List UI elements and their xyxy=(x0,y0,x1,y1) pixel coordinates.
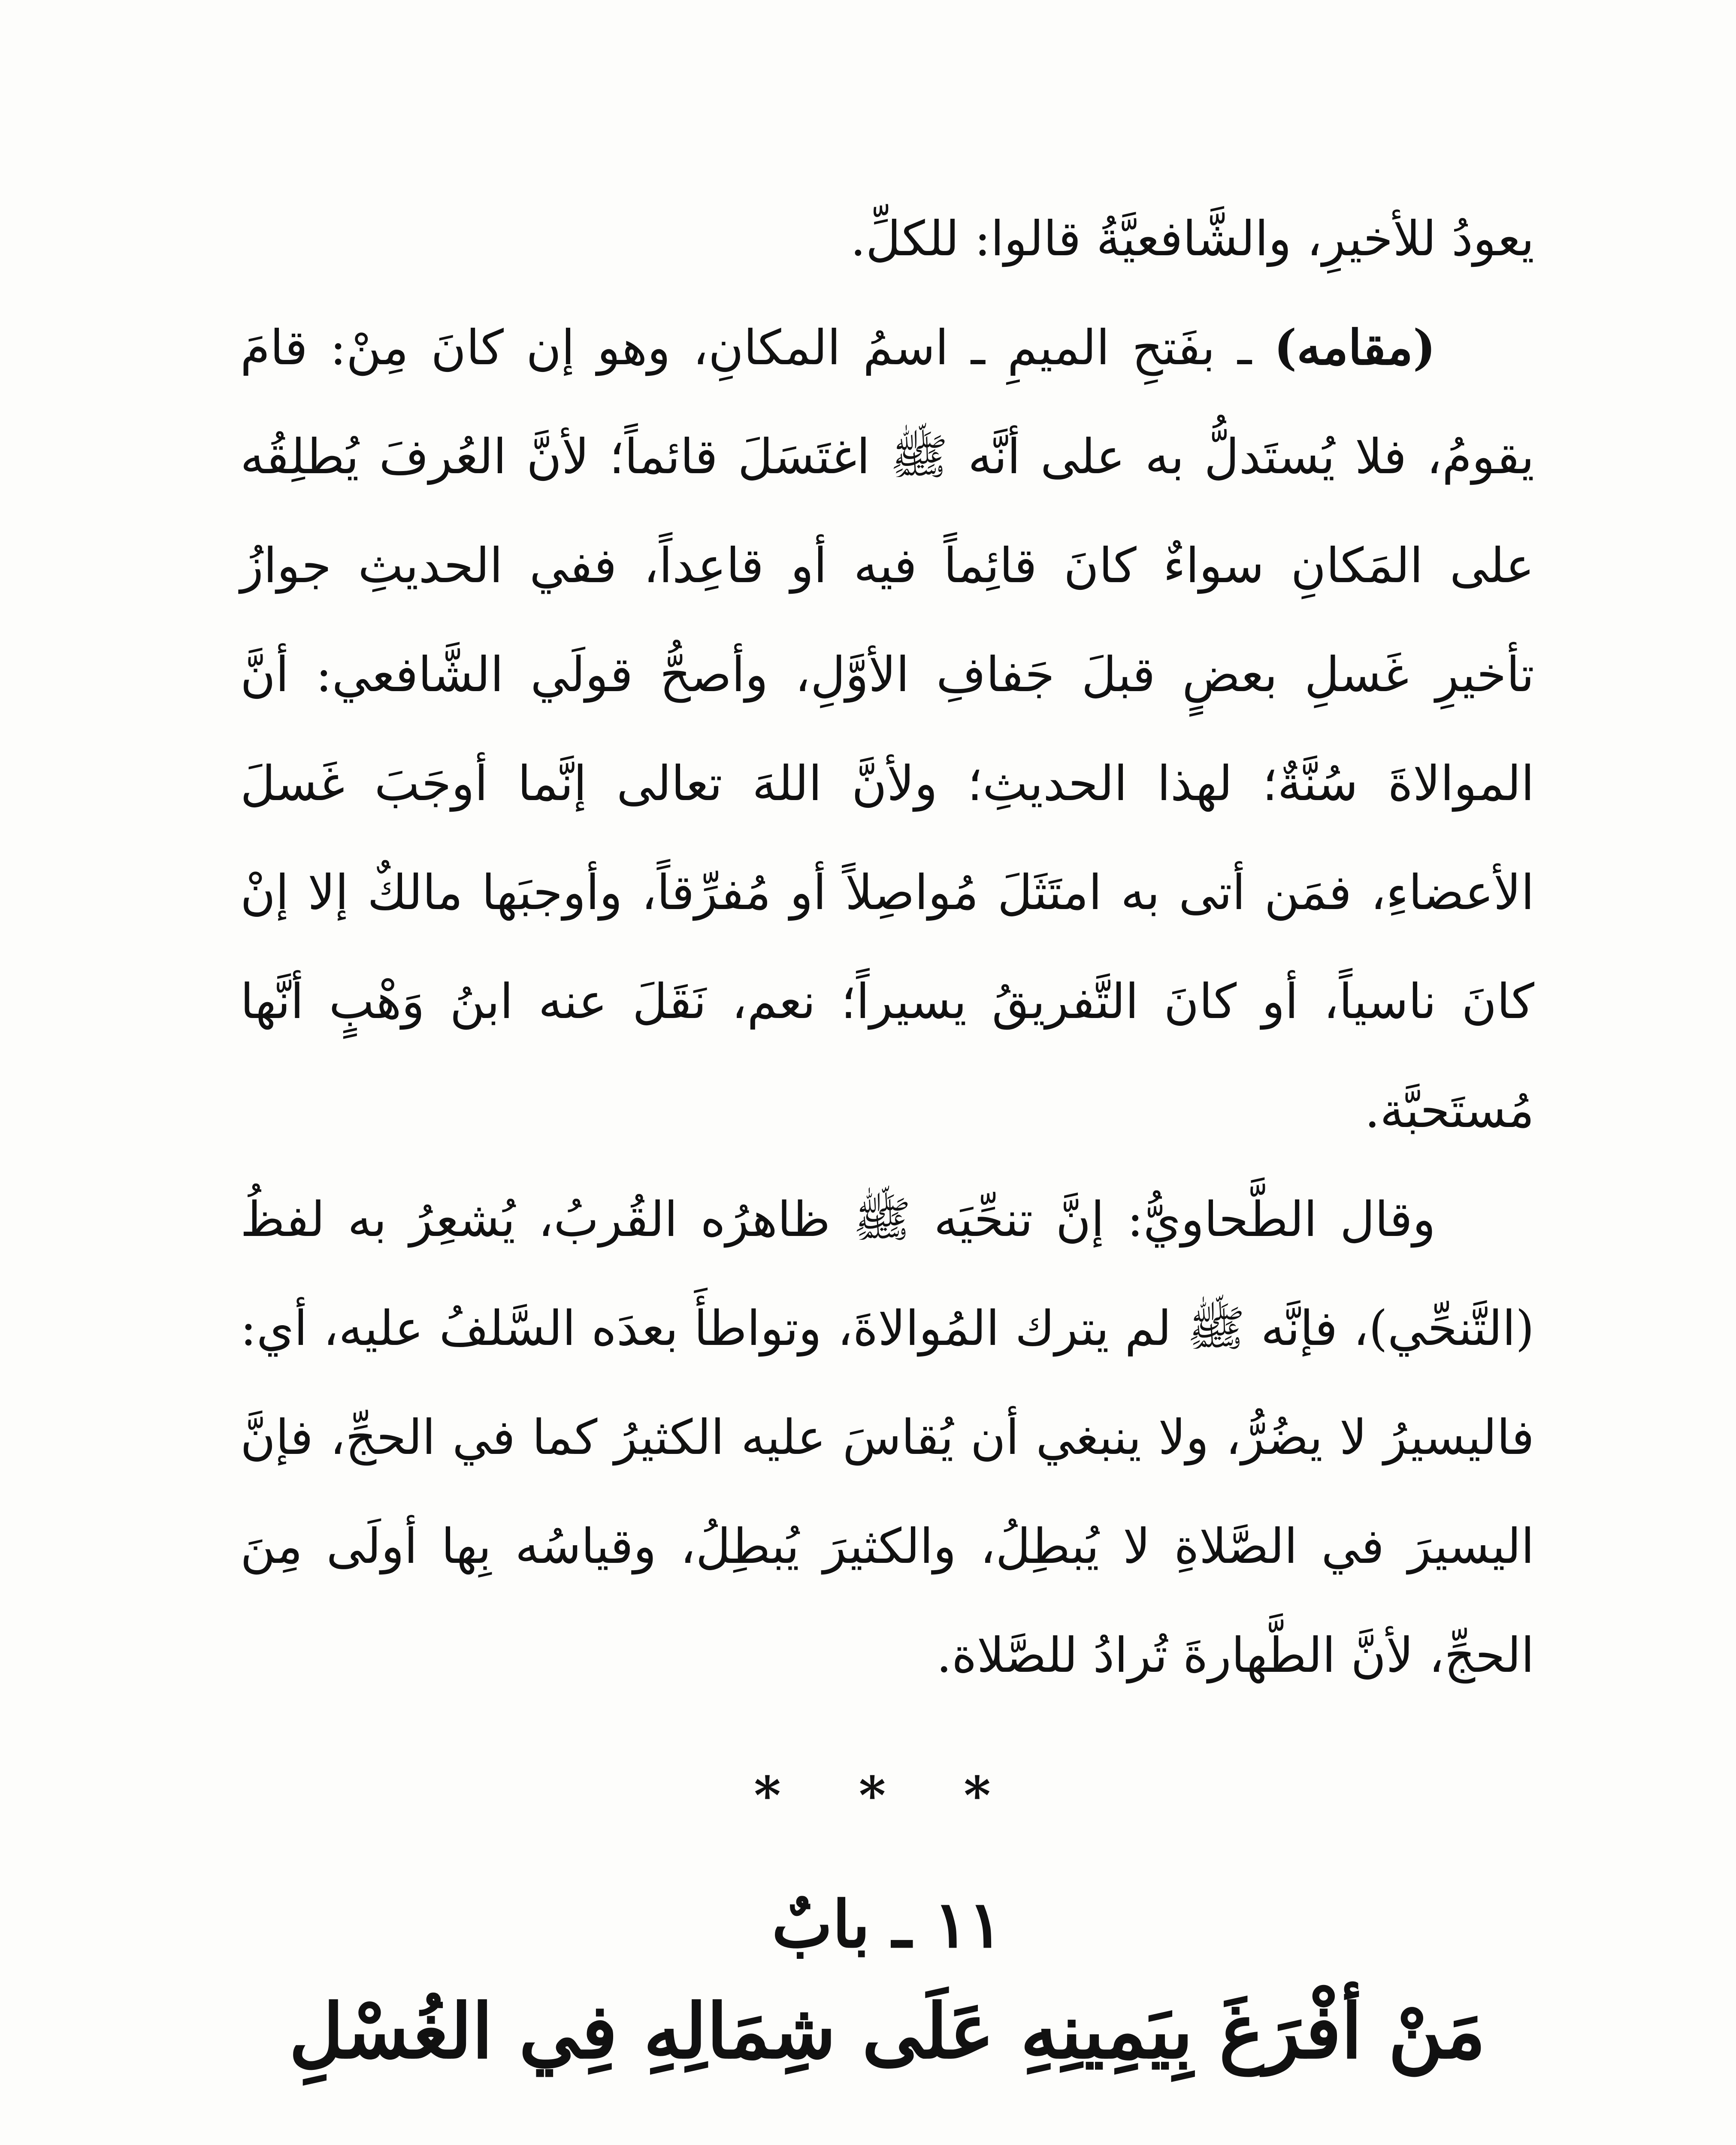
commentary-text: ـ بفَتحِ الميمِ ـ اسمُ المكانِ، وهو إن كانَ مِنْ: قامَ يقومُ، فلا يُستَدلُّ به على أنَّه ﷺ اغتَسَلَ قائماً؛ لأنَّ العُرفَ يُطلِقُه على المَكانِ سواءٌ كانَ قائِماً فيه أو قاعِداً، ففي الحديثِ جوازُ تأخيرِ غَسلِ بعضٍ قبلَ جَفافِ الأوَّلِ، وأصحُّ قولَي الشَّافعي: أنَّ الموالاةَ سُنَّةٌ؛ لهذا الحديثِ؛ ولأنَّ اللهَ تعالى إنَّما أوجَبَ غَسلَ الأعضاءِ، فمَن أتى به امتَثَلَ مُواصِلاً أو مُفرِّقاً، وأوجبَها مالكٌ إلا إنْ كانَ ناسياً، أو كانَ التَّفريقُ يسيراً؛ نعم، نَقَلَ عنه ابنُ وَهْبٍ أنَّها مُستَحبَّة. xyxy=(240,320,1535,1139)
commentary-text: يعودُ للأخيرِ، والشَّافعيَّةُ قالوا: للكلِّ. xyxy=(850,211,1534,267)
section-separator: * * * xyxy=(754,1765,1021,1826)
chapter-title: مَنْ أفْرَغَ بِيَمِينِهِ عَلَى شِمَالِهِ فِي الغُسْلِ xyxy=(289,1988,1486,2076)
chapter-number: ١١ ـ بابٌ xyxy=(771,1887,1003,1962)
commentary-paragraph-1 xyxy=(240,184,1534,293)
commentary-text: وقال الطَّحاويُّ: إنَّ تنحِّيَه ﷺ ظاهرُه القُربُ، يُشعِرُ به لفظُ (التَّنحِّي)، فإنَّه ﷺ لم يترك المُوالاةَ، وتواطأَ بعدَه السَّلفُ عليه، أي: فاليسيرُ لا يضُرُّ، ولا ينبغي أن يُقاسَ عليه الكثيرُ كما في الحجِّ، فإنَّ اليسيرَ في الصَّلاةِ لا يُبطِلُ، والكثيرَ يُبطِلُ، وقياسُه بِها أولَى مِنَ الحجِّ، لأنَّ الطَّهارةَ تُرادُ للصَّلاة. xyxy=(240,1192,1535,1683)
page-content xyxy=(240,184,1534,2145)
commentary-lemma: (مقامه) xyxy=(1274,320,1436,376)
commentary-paragraph-2 xyxy=(240,293,1534,1165)
commentary-paragraph-3 xyxy=(240,1165,1534,1710)
chapter-subtitle xyxy=(240,2143,1534,2145)
